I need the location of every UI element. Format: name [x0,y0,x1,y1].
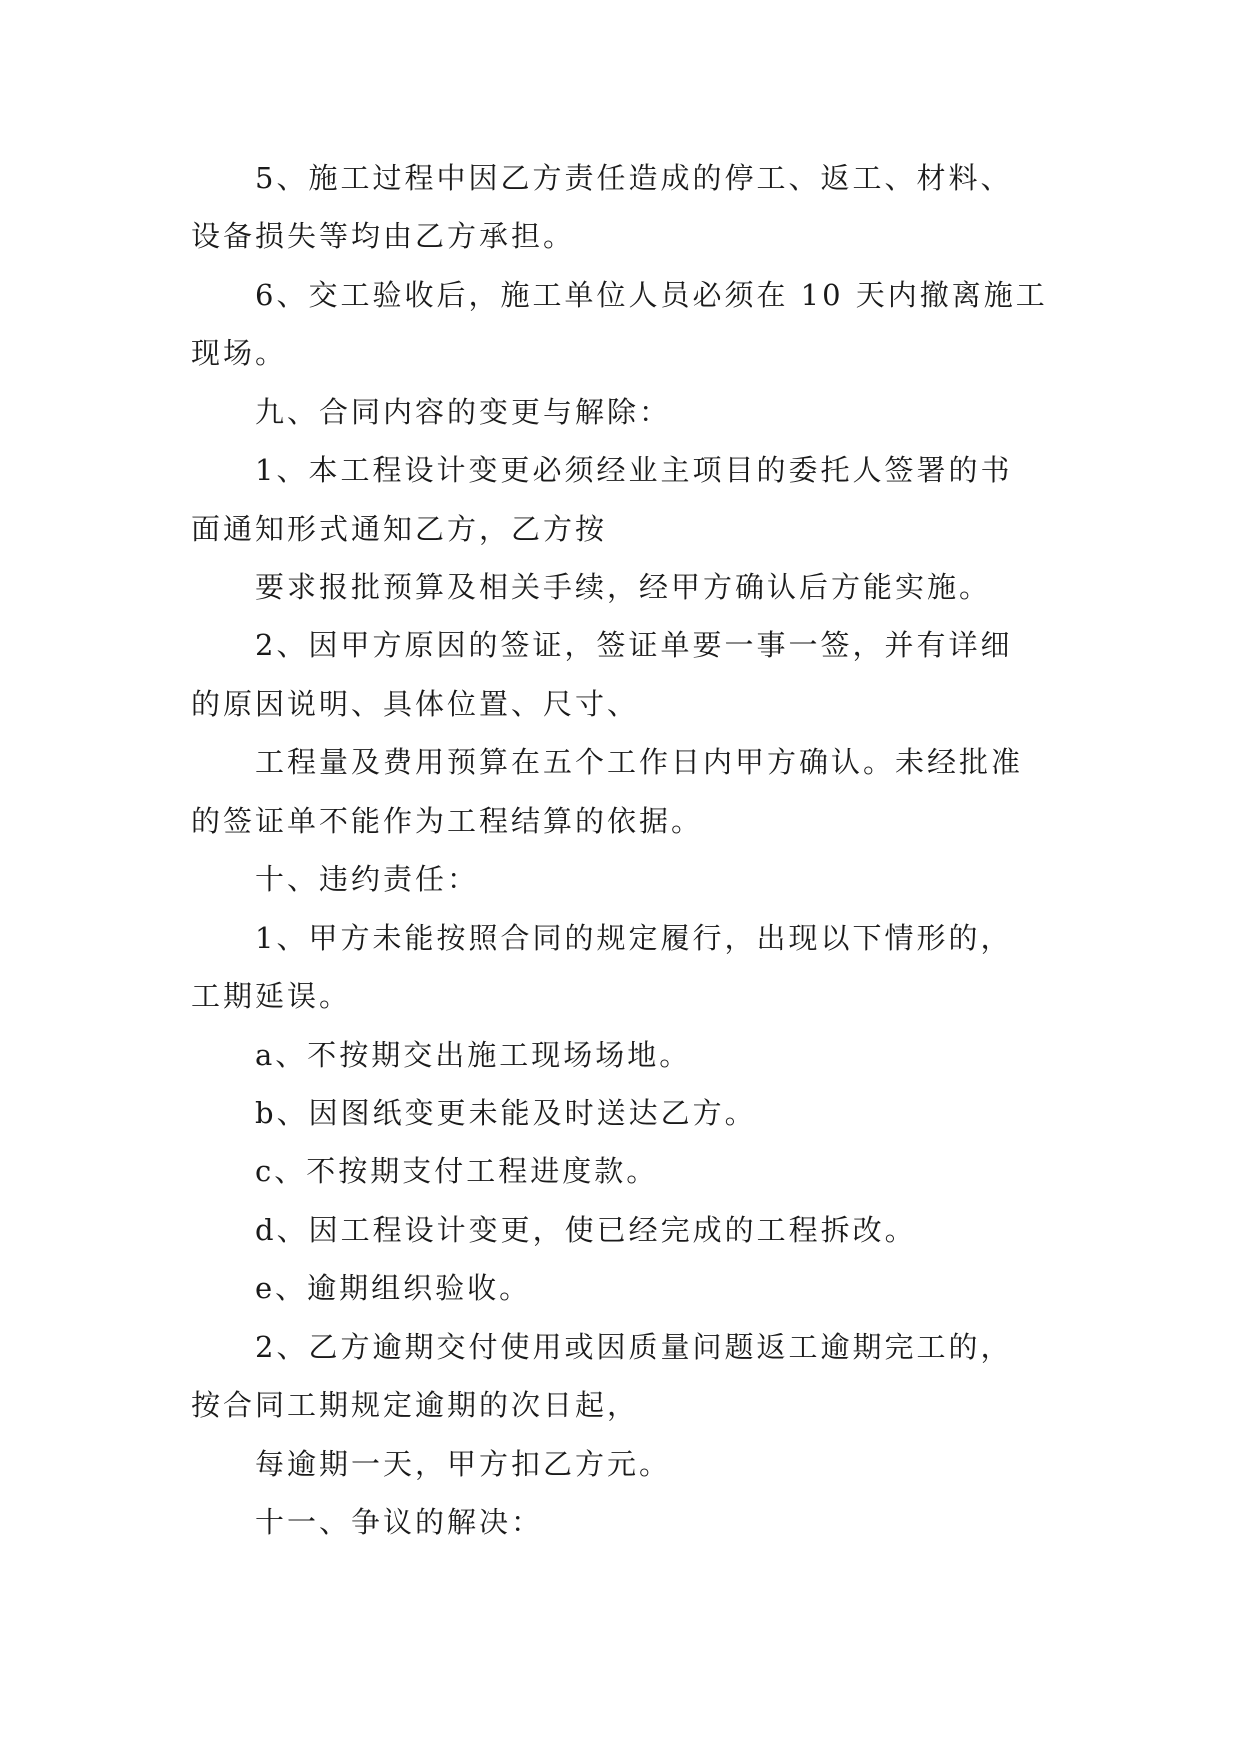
text-line: 面通知形式通知乙方，乙方按 [191,512,608,546]
list-item: a、不按期交出施工现场场地。 [255,1038,692,1072]
text-line: 1、本工程设计变更必须经业主项目的委托人签署的书 [255,453,1013,487]
text-line: 每逾期一天，甲方扣乙方元。 [255,1447,672,1481]
text-line: 设备损失等均由乙方承担。 [191,219,576,253]
list-item: d、因工程设计变更，使已经完成的工程拆改。 [255,1213,917,1247]
text-line: 工程量及费用预算在五个工作日内甲方确认。未经批准 [255,745,1024,779]
text-line: 按合同工期规定逾期的次日起， [191,1388,640,1422]
text-line: 1、甲方未能按照合同的规定履行，出现以下情形的， [255,921,1013,955]
list-item: e、逾期组织验收。 [255,1271,532,1305]
text-line: 工期延误。 [191,979,352,1013]
list-item: c、不按期支付工程进度款。 [255,1154,659,1188]
text-line: 5、施工过程中因乙方责任造成的停工、返工、材料、 [255,161,1013,195]
text-line: 6、交工验收后，施工单位人员必须在 10 天内撤离施工 [255,278,1048,312]
text-line: 2、乙方逾期交付使用或因质量问题返工逾期完工的， [255,1330,1013,1364]
text-line: 的原因说明、具体位置、尺寸、 [191,687,640,721]
section-heading: 九、合同内容的变更与解除： [255,395,672,429]
section-heading: 十、违约责任： [255,862,480,896]
section-heading: 十一、争议的解决： [255,1505,544,1539]
text-line: 2、因甲方原因的签证，签证单要一事一签，并有详细 [255,628,1013,662]
text-line: 的签证单不能作为工程结算的依据。 [191,804,704,838]
list-item: b、因图纸变更未能及时送达乙方。 [255,1096,757,1130]
text-line: 要求报批预算及相关手续，经甲方确认后方能实施。 [255,570,992,604]
text-line: 现场。 [191,336,288,370]
